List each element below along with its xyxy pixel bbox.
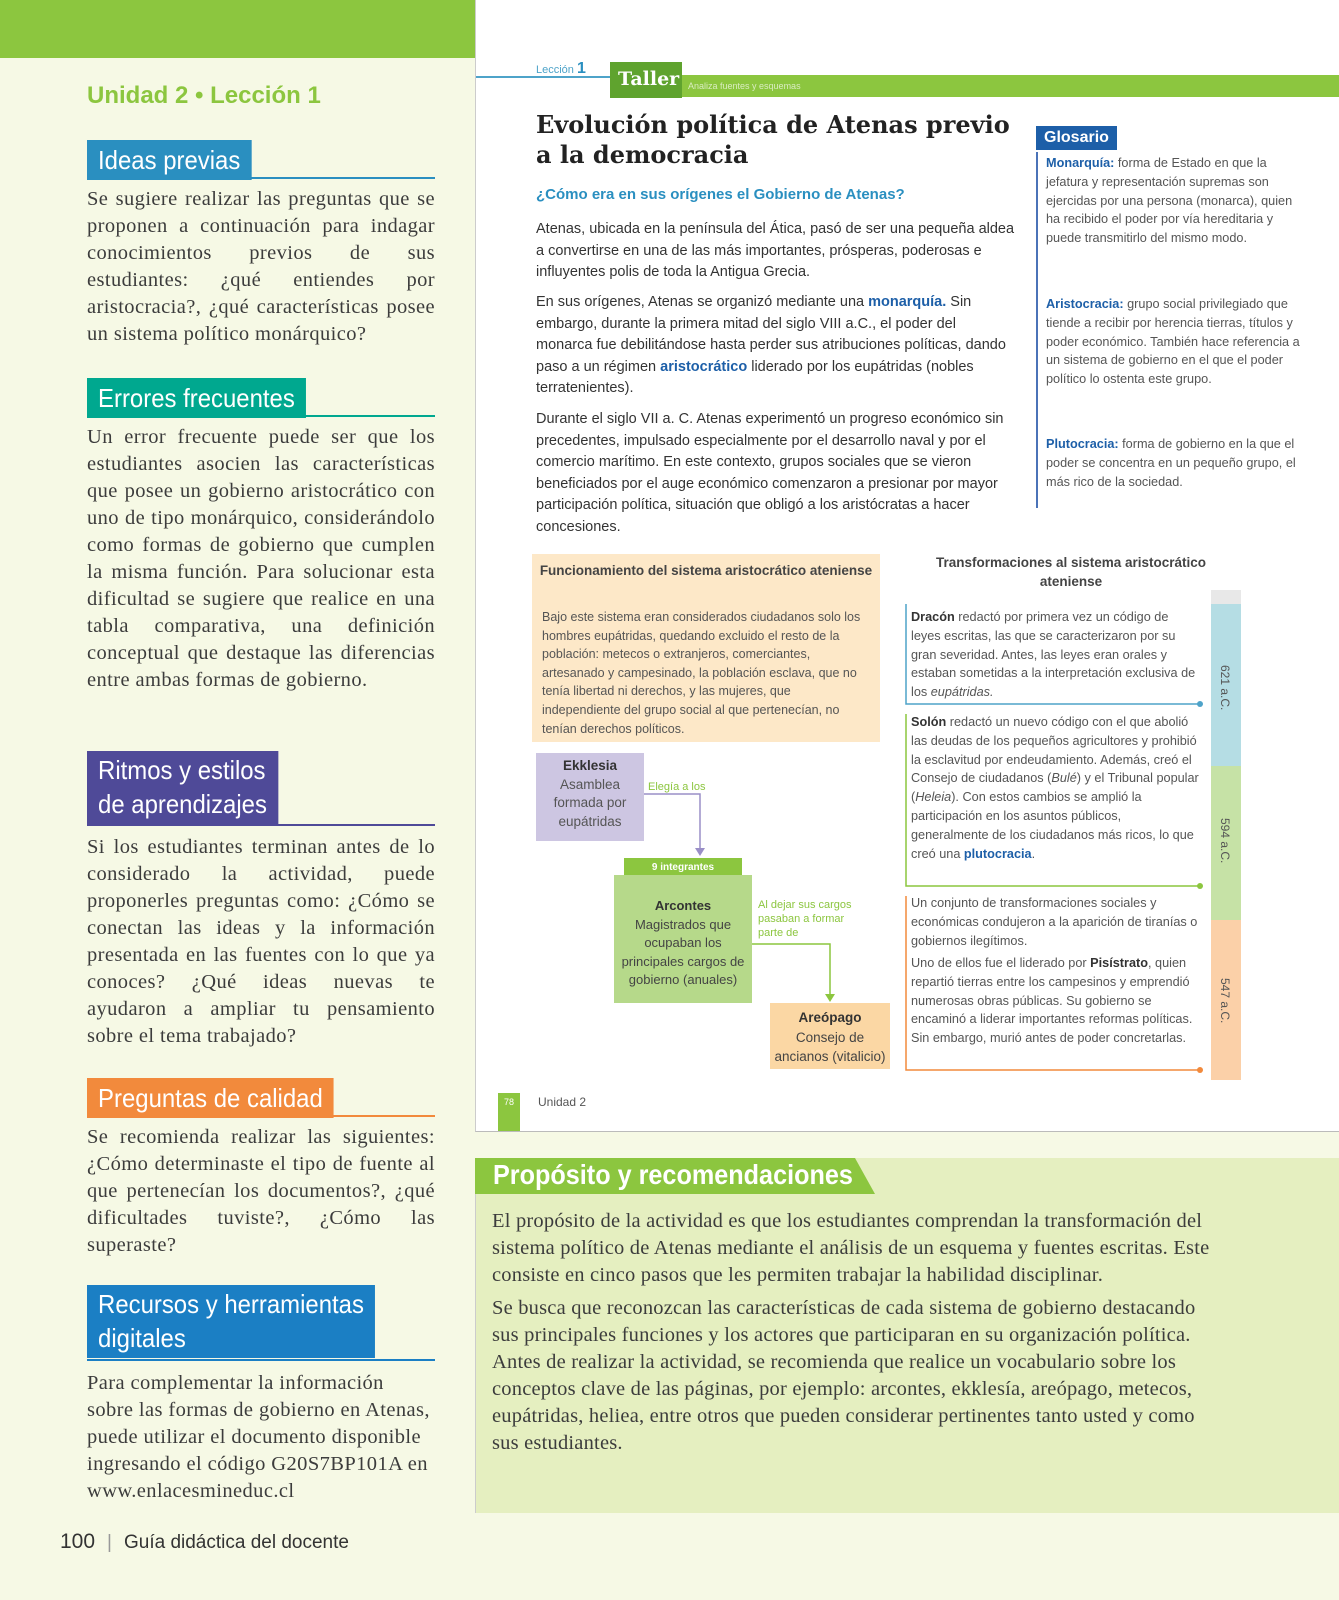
page-title: Evolución política de Atenas previo a la democracia bbox=[536, 110, 1010, 169]
footer-divider: | bbox=[107, 1532, 112, 1553]
section-rule bbox=[87, 177, 435, 179]
paragraph-2: En sus orígenes, Atenas se organizó mediante una monarquía. Sin embargo, durante la primera mitad del siglo VIII a.C., el poder del monarca fue debilitándose hasta perder sus atribuciones políticas, dando paso a un régimen aristocrático liderado por los eupátridas (nobles terratenientes). bbox=[536, 294, 1006, 396]
unit-lesson-heading: Unidad 2 • Lección 1 bbox=[87, 82, 321, 109]
arcontes-count: 9 integrantes bbox=[624, 858, 742, 878]
section-text-errores-frecuentes: Un error frecuente puede ser que los estudiantes asocien las características que posee un gobierno aristocrático con uno de tipo monárquico, considerándolo como formas de gobierno que cumplen la misma función. Para solucionar esta dificultad se sugiere que realice en una tabla comparativa, una definición conceptual que destaque las diferencias entre ambas formas de gobierno. bbox=[87, 426, 435, 691]
timeline-date-621: 621 a.C. bbox=[1218, 665, 1232, 711]
tyranny-text: Un conjunto de transformaciones sociales y económicas condujeron a la aparición de tiranías o gobiernos ilegítimos. bbox=[911, 896, 1198, 948]
band-subtitle: Analiza fuentes y esquemas bbox=[688, 81, 801, 91]
section-title-ritmos: Ritmos y estilos de aprendizajes bbox=[87, 751, 278, 824]
section-title-ideas-previas: Ideas previas bbox=[87, 140, 251, 180]
paragraph-1: Atenas, ubicada en la península del Ática, pasó de ser una pequeña aldea a convertirse en una de las más importantes, prósperas, poderosas e influyentes polis de toda la Antigua Grecia. bbox=[536, 221, 1015, 280]
section-rule bbox=[87, 415, 435, 417]
textbook-page-unit: Unidad 2 bbox=[538, 1095, 587, 1109]
draco-text: Dracón redactó por primera vez un código de leyes escritas, las que se caracterizaron por su gran severidad. Antes, las leyes eran orales y estaban sometidas a la interpretación exclusiva de los eupátridas. bbox=[911, 610, 1196, 700]
section-text-preguntas-calidad: Se recomienda realizar las siguientes: ¿Cómo determinaste el tipo de fuente al que pertenecían los documentos?, ¿qué dificultades tuviste?, ¿Cómo las superaste? bbox=[87, 1126, 435, 1256]
lesson-label: Lección 1 bbox=[536, 60, 586, 77]
glossary-tag: Glosario bbox=[1036, 126, 1117, 150]
arcontes-arrow bbox=[752, 940, 842, 1008]
section-title-recursos: Recursos y herramientas digitales bbox=[87, 1285, 375, 1358]
section-rule bbox=[87, 1359, 435, 1361]
glossary-entry-aristocracia: Aristocracia: grupo social privilegiado que tiende a recibir por herencia tierras, títulos y poder económico. También hace referencia a un sistema de gobierno en el que el poder político lo ostenta este grupo. bbox=[1046, 297, 1300, 387]
areopago-box: Areópago Consejo de ancianos (vitalicio) bbox=[770, 1003, 890, 1069]
proposito-paragraph-2: Se busca que reconozcan las características de cada sistema de gobierno destacando sus principales funciones y los actores que participaran en su organización política. Antes de realizar la actividad, se recomienda que realice un vocabulario sobre los conceptos clave de las páginas, por ejemplo: arcontes, ekklesía, areópago, metecos, eupátridas, heliea, entre otros que pueden considerar pertinentes tanto usted y como sus estudiantes. bbox=[492, 1297, 1196, 1454]
glossary-entry-plutocracia: Plutocracia: forma de gobierno en la que el poder se concentra en un pequeño grupo, el más rico de la sociedad. bbox=[1046, 437, 1296, 489]
elegia-label: Elegía a los bbox=[648, 781, 706, 793]
textbook-page-image bbox=[475, 0, 1339, 1132]
glossary-entry-monarquia: Monarquía: forma de Estado en que la jefatura y representación supremas son ejercidas por una persona (monarca), quien ha recibido el poder por vía hereditaria y puede transmitirlo del mismo modo. bbox=[1046, 156, 1293, 246]
top-green-bar bbox=[0, 0, 475, 58]
section-title-errores-frecuentes: Errores frecuentes bbox=[87, 378, 306, 418]
transformations-title: Transformaciones al sistema aristocrático ateniense bbox=[935, 555, 1207, 589]
guiding-question: ¿Cómo era en sus orígenes el Gobierno de Atenas? bbox=[536, 186, 905, 203]
section-text-ideas-previas: Se sugiere realizar las preguntas que se proponen a continuación para indagar conocimientos previos de sus estudiantes: ¿qué entiendes por aristocracia?, ¿qué características posee un sistema político monárquico? bbox=[87, 188, 435, 345]
arcontes-box: Arcontes Magistrados que ocupaban los principales cargos de gobierno (anuales) bbox=[614, 875, 752, 1003]
taller-tab: Taller bbox=[610, 62, 682, 98]
page-footer bbox=[60, 1530, 349, 1554]
section-text-recursos: Para complementar la información sobre las formas de gobierno en Atenas, puede utilizar el documento disponible ingresando el código G20S7BP101A en www.enlacesmineduc.cl bbox=[87, 1372, 430, 1502]
textbook-page-number: 78 bbox=[498, 1093, 520, 1131]
timeline-date-547: 547 a.C. bbox=[1218, 978, 1232, 1024]
section-text-ritmos: Si los estudiantes terminan antes de lo considerado la actividad, puede proponerles preguntas como: ¿Cómo se conectan las ideas y la información presentada en las fuentes con lo que ya conoces? ¿Qué ideas nuevas te ayudaron a ampliar tu pensamiento sobre el tema trabajado? bbox=[87, 836, 435, 1047]
proposito-title: Propósito y recomendaciones bbox=[493, 1159, 853, 1190]
system-info-title: Funcionamiento del sistema aristocrático ateniense bbox=[539, 563, 873, 578]
transition-label: Al dejar sus cargos pasaban a formar parte de bbox=[758, 899, 852, 939]
system-info-text: Bajo este sistema eran considerados ciudadanos solo los hombres eupátridas, quedando excluido el resto de la población: metecos o extranjeros, comerciantes, artesanado y campesinado, la población esclava, que no tenía libertad ni derechos, y las mujeres, que independiente del grupo social al que pertenecían, no tenían derechos políticos. bbox=[542, 610, 861, 736]
glossary-line bbox=[1036, 152, 1038, 508]
solon-text: Solón redactó un nuevo código con el que abolió las deudas de los pequeños agricultores y prohibió la esclavitud por endeudamiento. Además, creó el Consejo de ciudadanos (Bulé) y el Tribunal popular (Heleia). Con estos cambios se amplió la participación en los asuntos públicos, generalmente de los ciudadanos más ricos, lo que creó una plutocracia. bbox=[911, 715, 1199, 861]
section-title-preguntas-calidad: Preguntas de calidad bbox=[87, 1078, 334, 1118]
paragraph-3: Durante el siglo VII a. C. Atenas experimentó un progreso económico sin precedentes, impulsado especialmente por el desarrollo naval y por el comercio marítimo. En este contexto, grupos sociales que se vieron beneficiados por el auge económico comenzaron a presionar por mayor participación política, situación que obligó a los aristócratas a hacer concesiones. bbox=[536, 411, 1004, 535]
pisistrato-text: Uno de ellos fue el liderado por Pisístrato, quien repartió tierras entre los campesinos y emprendió numerosas obras públicas. Su gobierno se encaminó a liderar importantes reformas políticas. Sin embargo, murió antes de poder concretarlas. bbox=[911, 956, 1193, 1046]
ekklesia-arrow bbox=[644, 790, 744, 860]
section-rule bbox=[87, 1115, 435, 1117]
guide-title: Guía didáctica del docente bbox=[123, 1532, 349, 1553]
section-rule bbox=[87, 824, 435, 826]
timeline-cap bbox=[1211, 590, 1241, 604]
page-number: 100 bbox=[60, 1530, 96, 1553]
proposito-paragraph-1: El propósito de la actividad es que los estudiantes comprendan la transformación del sistema político de Atenas mediante el análisis de un esquema y fuentes escritas. Este consiste en cinco pasos que les permiten trabajar la habilidad disciplinar. bbox=[492, 1210, 1210, 1286]
timeline-date-594: 594 a.C. bbox=[1218, 818, 1232, 864]
ekklesia-box: Ekklesia Asamblea formada por eupátridas bbox=[536, 753, 644, 841]
